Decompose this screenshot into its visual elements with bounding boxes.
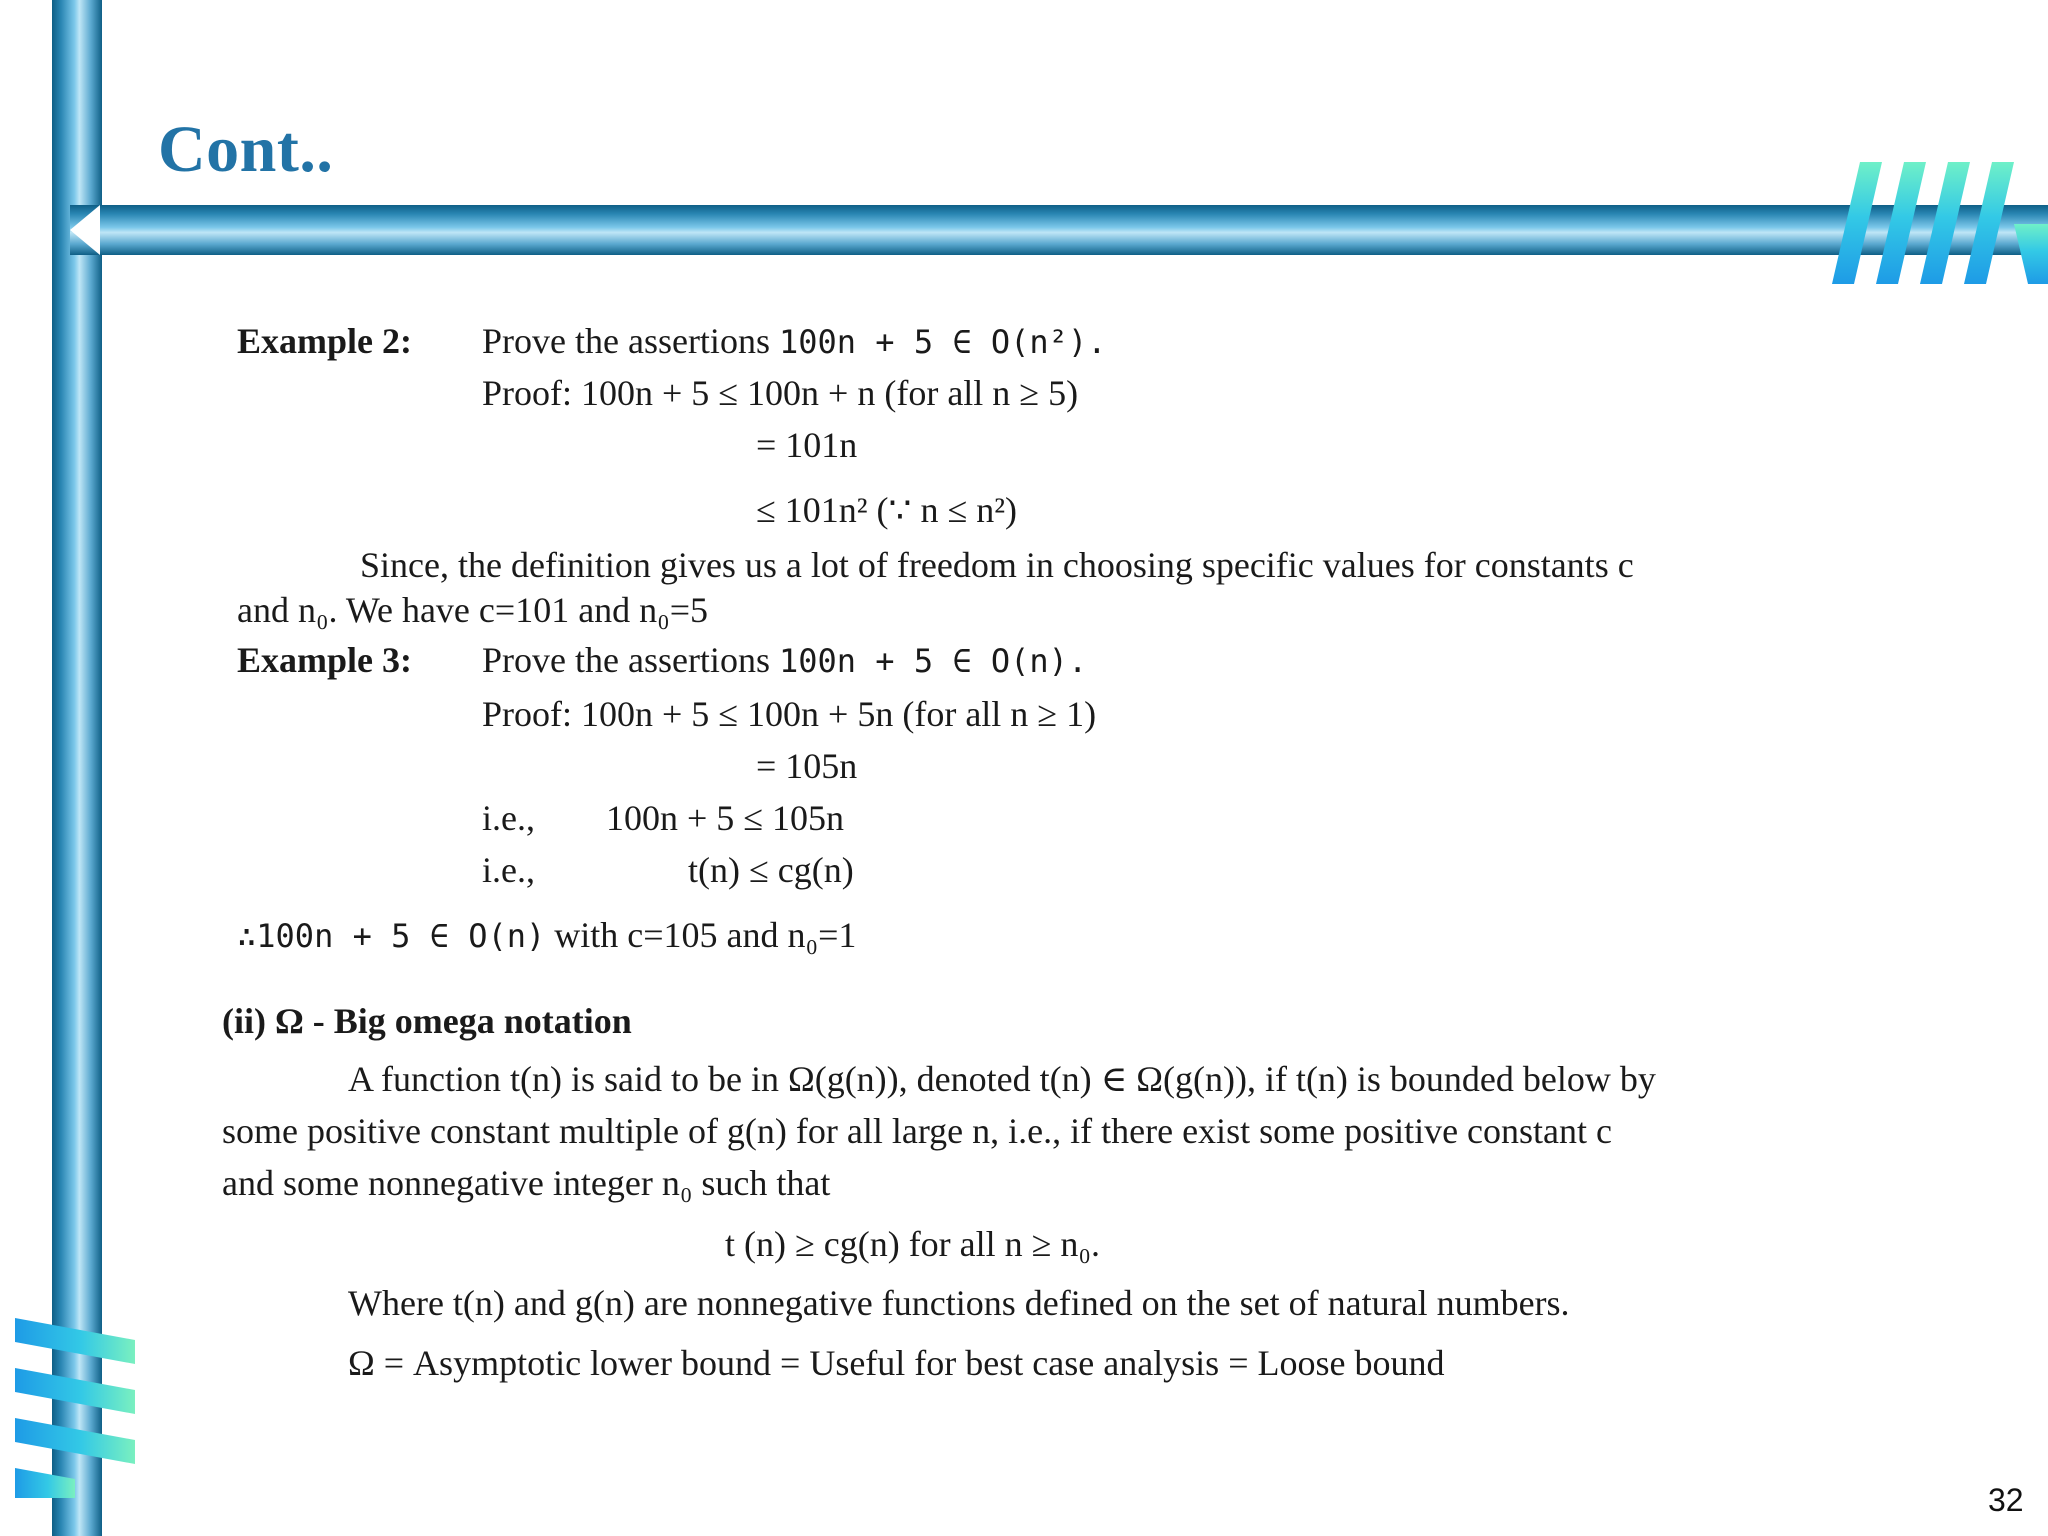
corner-chevrons-logo (15, 1318, 139, 1498)
example3-label: Example 3: (237, 640, 412, 680)
omega-def-line3: and some nonnegative integer n₀ such that (222, 1163, 831, 1203)
example2-assertion-prefix: Prove the assertions (482, 321, 779, 361)
horizontal-frame-bar (70, 205, 2048, 255)
example2-label: Example 2: (237, 321, 412, 361)
example3-proof-line2: = 105n (756, 746, 858, 786)
example3-proof-line1: Proof: 100n + 5 ≤ 100n + 5n (for all n ≥ 1) (482, 694, 1097, 734)
example2-since-line2: and n₀. We have c=101 and n₀=5 (237, 590, 709, 630)
omega-summary-line: Ω = Asymptotic lower bound = Useful for best case analysis = Loose bound (348, 1343, 1445, 1383)
example3-ie2-label: i.e., (482, 850, 535, 890)
omega-where-line: Where t(n) and g(n) are nonnegative functions defined on the set of natural numbers. (348, 1283, 1570, 1323)
frame-bar-tip (70, 205, 100, 255)
slide-title: Cont.. (158, 113, 334, 186)
omega-heading: (ii) Ω - Big omega notation (222, 1001, 632, 1041)
example2-proof-line3: ≤ 101n² (∵ n ≤ n²) (756, 490, 1017, 530)
example3-conclusion (237, 917, 856, 953)
example3-ie2-value: t(n) ≤ cg(n) (688, 850, 854, 890)
example3-conclusion-text: with c=105 and n₀=1 (545, 915, 857, 955)
example3-assertion-math: 100n + 5 ∈ O(n). (778, 642, 1088, 680)
example2-assertion (482, 323, 1106, 359)
example3-assertion (482, 642, 1087, 678)
example3-ie1-value: 100n + 5 ≤ 105n (606, 798, 845, 838)
example2-assertion-math: 100n + 5 ∈ O(n²). (778, 323, 1107, 361)
omega-formula: t (n) ≥ cg(n) for all n ≥ n₀. (725, 1224, 1100, 1264)
example3-conclusion-math: ∴100n + 5 ∈ O(n) (237, 917, 546, 955)
example2-since-line1: Since, the definition gives us a lot of freedom in choosing specific values for constants c (360, 545, 1634, 585)
corner-stripes-logo (1832, 162, 2048, 284)
omega-def-line1: A function t(n) is said to be in Ω(g(n)), denoted t(n) ∈ Ω(g(n)), if t(n) is bounded below by (348, 1059, 1656, 1099)
page-number: 32 (1988, 1482, 2024, 1518)
example3-assertion-prefix: Prove the assertions (482, 640, 779, 680)
example3-ie1-label: i.e., (482, 798, 535, 838)
omega-def-line2: some positive constant multiple of g(n) for all large n, i.e., if there exist some positive constant c (222, 1111, 1613, 1151)
example2-proof-line2: = 101n (756, 425, 858, 465)
example2-proof-line1: Proof: 100n + 5 ≤ 100n + n (for all n ≥ 5) (482, 373, 1079, 413)
